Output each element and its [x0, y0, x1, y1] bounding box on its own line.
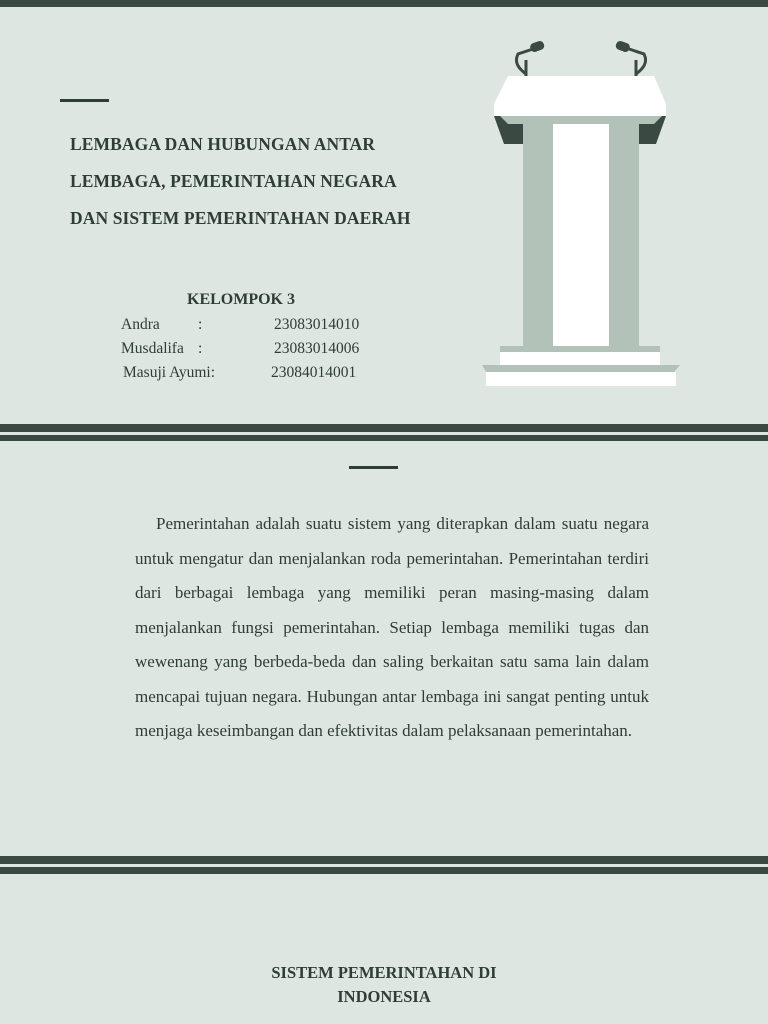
divider-bar-1a	[0, 424, 768, 432]
member-id: 23083014010	[274, 316, 360, 333]
title-line: LEMBAGA, PEMERINTAHAN NEGARA	[70, 171, 397, 191]
divider-bar-2b	[0, 867, 768, 874]
section-title-line: INDONESIA	[337, 987, 431, 1006]
intro-paragraph: Pemerintahan adalah suatu sistem yang diterapkan dalam suatu negara untuk mengatur dan menjalankan roda pemerintahan. Pemerintahan terdiri dari berbagai lembaga yang memiliki peran masing-masing dalam menjalankan fungsi pemerintahan. Setiap lembaga memiliki tugas dan wewenang yang berbeda-beda dan saling berkaitan satu sama lain dalam mencapai tujuan negara. Hubungan antar lembaga ini sangat penting untuk menjaga keseimbangan dan efektivitas dalam pelaksanaan pemerintahan.	[135, 514, 649, 740]
top-bar	[0, 0, 768, 7]
podium-with-microphones-icon	[478, 40, 684, 390]
title-line: LEMBAGA DAN HUBUNGAN ANTAR	[70, 134, 376, 154]
member-separator: :	[198, 340, 203, 357]
title-line: DAN SISTEM PEMERINTAHAN DAERAH	[70, 208, 411, 228]
member-name: Andra	[121, 316, 160, 333]
divider-bar-1b	[0, 435, 768, 441]
member-separator: :	[198, 316, 203, 333]
section-title	[0, 961, 768, 1009]
page-title	[70, 126, 470, 237]
section-accent-line	[349, 466, 398, 469]
title-accent-line	[60, 99, 109, 102]
member-name: Masuji Ayumi:	[123, 364, 216, 381]
member-id: 23083014006	[274, 340, 360, 357]
group-label: KELOMPOK 3	[187, 291, 295, 308]
divider-bar-2a	[0, 856, 768, 864]
member-name: Musdalifa	[121, 340, 184, 357]
member-id: 23084014001	[271, 364, 357, 381]
section-title-line: SISTEM PEMERINTAHAN DI	[271, 963, 497, 982]
